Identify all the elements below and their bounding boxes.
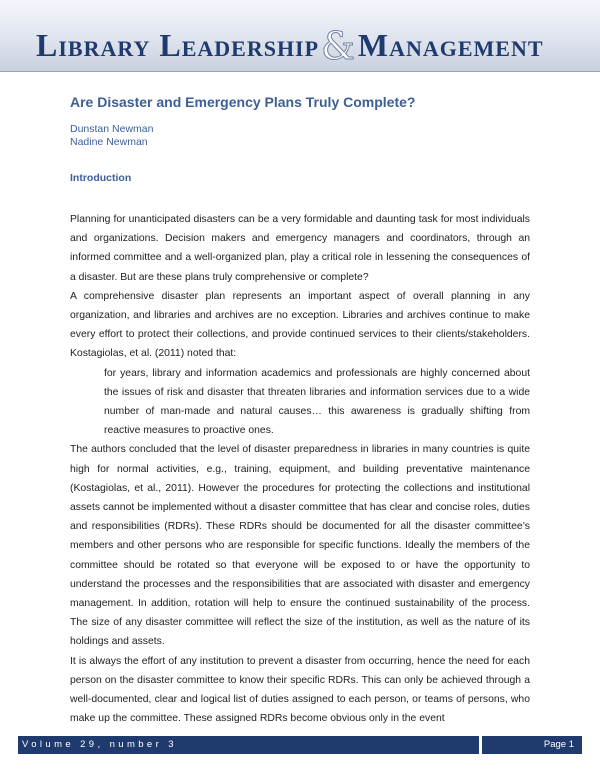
author-name: Dunstan Newman [70,123,154,135]
volume-label: Volume 29, number 3 [18,736,479,754]
journal-title [36,24,544,68]
author-name: Nadine Newman [70,136,148,148]
block-quote: for years, library and information academics and professionals are highly concerned about the issues of risk and disaster that threaten libraries and information services due to a wide number of man-made and natural causes… this awareness is gradually shifting from reactive measures to proactive ones. [104,367,530,437]
journal-title-part2: Management [357,27,544,63]
journal-title-ampersand: & [321,24,356,68]
body-paragraph: Planning for unanticipated disasters can be a very formidable and daunting task for most individuals and organizations. Decision makers and emergency managers and coordinators, through an informed committee and a well-organized plan, play a critical role in lessening the consequences of a disaster. But are these plans truly comprehensive or complete? [70,214,530,283]
body-paragraph: It is always the effort of any institution to prevent a disaster from occurring, hence the need for each person on the disaster committee to know their specific RDRs. This can only be achieved through a well-documented, clear and logical list of duties assigned to each person, or teams of persons, who make up the committee. These assigned RDRs become obvious only in the event [70,655,530,725]
page-footer [18,736,582,754]
author-list [70,123,153,149]
body-paragraph: The authors concluded that the level of disaster preparedness in libraries in many countries is quite high for normal activities, e.g., training, equipment, and building preventative maintenance (Kostagiolas, et al., 2011). However the procedures for protecting the collections and institutional assets cannot be implemented without a disaster committee that has clear and concise roles, duties and responsibilities (RDRs). These RDRs should be documented for all the disaster committee’s members and other persons who are responsible for specific functions. Ideally the members of the committee should be rotated so that everyone will be exposed to or have the opportunity to understand the processes and the responsibilities that are associated with disaster and emergency management. In addition, rotation will help to ensure the continued sustainability of the process. The size of any disaster committee will reflect the size of the institution, as well as the nature of its holdings and assets. [70,444,530,648]
article-body [70,210,530,728]
section-heading: Introduction [70,172,132,184]
page-number: Page 1 [482,736,582,754]
body-paragraph: A comprehensive disaster plan represents an important aspect of overall planning in any organization, and libraries and archives are no exception. Libraries and archives continue to make every effort to protect their collections, and provide continued services to their clients/stakeholders. Kostagiolas, et al. (2011) noted that: [70,290,530,360]
article-title: Are Disaster and Emergency Plans Truly Complete? [70,94,416,110]
journal-banner [0,0,600,72]
journal-title-part1: Library Leadership [36,27,320,63]
